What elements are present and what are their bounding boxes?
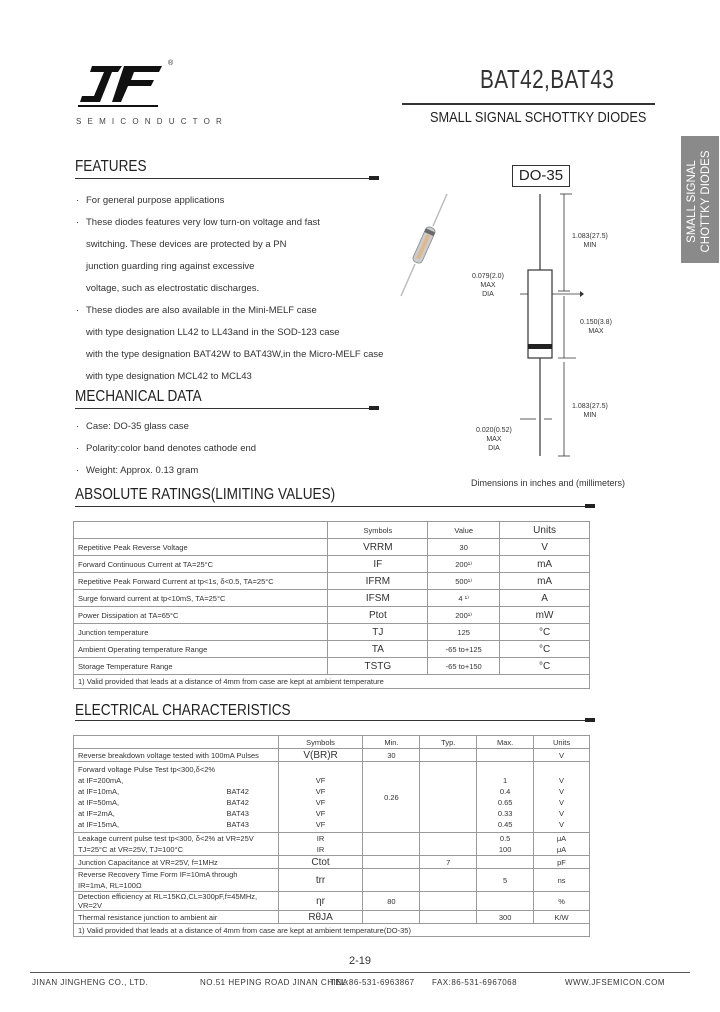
footer-rule <box>30 972 690 973</box>
table-row: Repetitive Peak Forward Current at tp<1s, δ<0.5, TA=25°C IFRM 500¹⁾ mA <box>74 573 590 590</box>
footer-fax: FAX:86-531-6967068 <box>432 978 518 987</box>
company-subtitle: SEMICONDUCTOR <box>76 117 229 126</box>
mechanical-line: · Weight: Approx. 0.13 gram <box>76 465 199 476</box>
dim-lead-top: 1.083(27.5) MIN <box>572 233 608 249</box>
mechanical-line: · Polarity:color band denotes cathode end <box>76 443 257 454</box>
table-row: Leakage current pulse test tp<300, δ<2% at VR=25V TJ=25°C at VR=25V, TJ=100°C IR IR 0.5 100 μA μA <box>74 833 590 856</box>
side-tab <box>681 136 719 263</box>
feature-line: · These diodes are also available in the Mini-MELF case <box>76 305 317 316</box>
table-row: Detection efficiency at RL=15KΩ,CL=300pF,f=45MHz, VR=2V ηr 80 % <box>74 892 590 911</box>
dimension-note: Dimensions in inches and (millimeters) <box>471 478 626 488</box>
table-note-row: 1) Valid provided that leads at a distance of 4mm from case are kept at ambient temperature(DO-35) <box>74 924 590 937</box>
mechanical-line: · Case: DO-35 glass case <box>76 421 189 432</box>
feature-line: · For general purpose applications <box>76 195 225 206</box>
registered-mark: ® <box>168 60 174 67</box>
table-row: Forward voltage Pulse Test tp<300,δ<2% at IF=200mA, at IF=10mA, BAT42 at IF=50mA, BAT42 at IF=2mA, BAT43 at IF=15mA, BAT43 VF VF VF VF VF 0.26 1 0.4 0.65 0.33 0.45 V V V V V <box>74 762 590 833</box>
page-number: 2-19 <box>349 955 372 967</box>
table-row: Power Dissipation at TA=65°C Ptot 200¹⁾ mW <box>74 607 590 624</box>
table-row: Junction Capacitance at VR=25V, f=1MHz Ctot 7 pF <box>74 856 590 869</box>
electrical-table <box>73 735 590 937</box>
table-row: Junction temperature TJ 125 °C <box>74 624 590 641</box>
features-list <box>76 190 383 388</box>
feature-line: · These diodes features very low turn-on voltage and fast <box>76 217 320 228</box>
mechanical-list <box>76 416 256 482</box>
side-tab-line2: CHOTTKY DIODES <box>700 150 712 253</box>
dim-lead-bot: 1.083(27.5) MIN <box>572 403 608 419</box>
table-row: Repetitive Peak Reverse Voltage VRRM 30 V <box>74 539 590 556</box>
ratings-table <box>73 521 590 689</box>
part-title: BAT42,BAT43 <box>480 64 615 94</box>
table-note-row: 1) Valid provided that leads at a distance of 4mm from case are kept at ambient temperature <box>74 675 590 689</box>
header-rule <box>402 103 655 105</box>
mechanical-title: MECHANICAL DATA <box>75 388 202 405</box>
side-tab-line1: SMALL SIGNAL <box>686 160 698 243</box>
table-header-row: Symbols Value Units <box>74 522 590 539</box>
features-title: FEATURES <box>75 158 147 175</box>
footer-tel: TEL:86-531-6963867 <box>330 978 415 987</box>
table-row: Storage Temperature Range TSTG -65 to+150 °C <box>74 658 590 675</box>
company-logo <box>78 66 168 108</box>
feature-line: with type designation MCL42 to MCL43 <box>86 371 252 382</box>
table-row: Reverse Recovery Time Form IF=10mA through IR=1mA, RL=100Ω trr 5 ns <box>74 869 590 892</box>
electrical-rule <box>75 720 593 721</box>
ratings-title: ABSOLUTE RATINGS(LIMITING VALUES) <box>75 486 336 503</box>
feature-line: with the type designation BAT42W to BAT43W,in the Micro-MELF case <box>86 349 384 360</box>
footer-company: JINAN JINGHENG CO., LTD. <box>32 978 149 987</box>
table-row: Reverse breakdown voltage tested with 100mA Pulses V(BR)R 30 V <box>74 749 590 762</box>
footer-address: NO.51 HEPING ROAD JINAN CHINA <box>200 978 349 987</box>
table-row: Surge forward current at tp<10mS, TA=25°C IFSM 4 ¹⁾ A <box>74 590 590 607</box>
ratings-rule <box>75 506 593 507</box>
document-subtitle: SMALL SIGNAL SCHOTTKY DIODES <box>430 109 647 126</box>
mechanical-rule <box>75 408 377 409</box>
table-row: Thermal resistance junction to ambient air RθJA 300 K/W <box>74 911 590 924</box>
dim-lead-dia: 0.020(0.52) MAX DIA <box>476 427 512 452</box>
feature-line: switching. These devices are protected by a PN <box>86 239 287 250</box>
package-outline-drawing <box>500 186 590 476</box>
dim-body-len: 0.150(3.8) MAX <box>580 319 612 335</box>
electrical-title: ELECTRICAL CHARACTERISTICS <box>75 702 291 719</box>
package-label: DO-35 <box>512 165 570 187</box>
table-row: Forward Continuous Current at TA=25°C IF 200¹⁾ mA <box>74 556 590 573</box>
features-rule <box>75 178 377 179</box>
feature-line: voltage, such as electrostatic discharges. <box>86 283 260 294</box>
footer-web: WWW.JFSEMICON.COM <box>565 978 666 987</box>
feature-line: with type designation LL42 to LL43and in the SOD-123 case <box>86 327 340 338</box>
dim-body-dia: 0.079(2.0) MAX DIA <box>472 273 504 298</box>
table-header-row: Symbols Min. Typ. Max. Units <box>74 736 590 749</box>
table-row: Ambient Operating temperature Range TA -65 to+125 °C <box>74 641 590 658</box>
feature-line: junction guarding ring against excessive <box>86 261 255 272</box>
diode-photo-icon <box>395 190 455 300</box>
